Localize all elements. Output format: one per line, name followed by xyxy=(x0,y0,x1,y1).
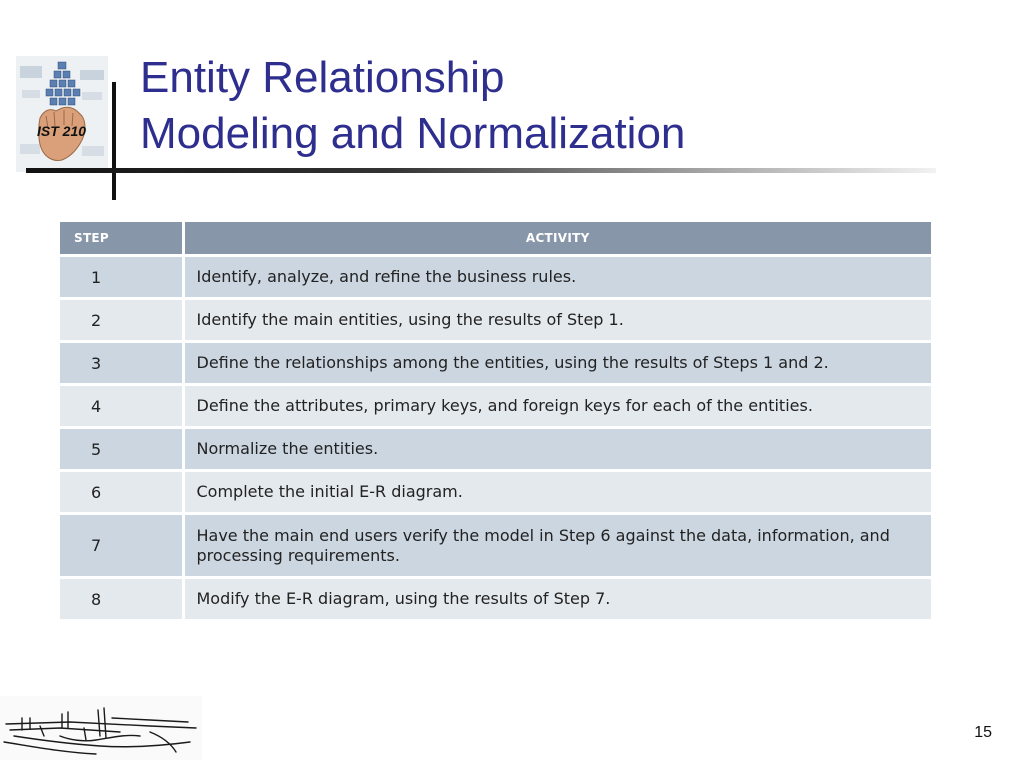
building-sketch-icon xyxy=(0,696,202,760)
step-activity: Normalize the entities. xyxy=(183,428,931,471)
step-activity: Identify, analyze, and refine the business rules. xyxy=(183,256,931,299)
step-activity: Have the main end users verify the model in Step 6 against the data, information, and processing requirements. xyxy=(183,514,931,578)
step-number: 6 xyxy=(60,471,183,514)
steps-table xyxy=(60,222,931,622)
table-row xyxy=(60,385,931,428)
step-activity: Modify the E-R diagram, using the results of Step 7. xyxy=(183,578,931,621)
hand-with-database-icon xyxy=(16,56,108,172)
step-activity: Identify the main entities, using the results of Step 1. xyxy=(183,299,931,342)
step-activity: Define the relationships among the entities, using the results of Steps 1 and 2. xyxy=(183,342,931,385)
header-activity: ACTIVITY xyxy=(183,222,931,256)
title-line-2: Modeling and Normalization xyxy=(140,109,686,158)
step-number: 7 xyxy=(60,514,183,578)
step-activity: Complete the initial E-R diagram. xyxy=(183,471,931,514)
step-number: 2 xyxy=(60,299,183,342)
step-number: 1 xyxy=(60,256,183,299)
table-row xyxy=(60,342,931,385)
step-number: 8 xyxy=(60,578,183,621)
table-row xyxy=(60,428,931,471)
header-vertical-rule xyxy=(112,82,116,200)
table-row xyxy=(60,299,931,342)
step-number: 4 xyxy=(60,385,183,428)
table-row xyxy=(60,514,931,578)
table-row xyxy=(60,578,931,621)
step-number: 5 xyxy=(60,428,183,471)
title-line-1: Entity Relationship xyxy=(140,53,505,102)
table-header-row xyxy=(60,222,931,256)
page-number: 15 xyxy=(974,724,992,741)
header-horizontal-rule xyxy=(26,168,936,173)
step-activity: Define the attributes, primary keys, and foreign keys for each of the entities. xyxy=(183,385,931,428)
logo-label: IST 210 xyxy=(37,123,87,139)
table-row xyxy=(60,471,931,514)
slide-title xyxy=(140,50,685,162)
table-row xyxy=(60,256,931,299)
header-step: STEP xyxy=(60,222,183,256)
step-number: 3 xyxy=(60,342,183,385)
